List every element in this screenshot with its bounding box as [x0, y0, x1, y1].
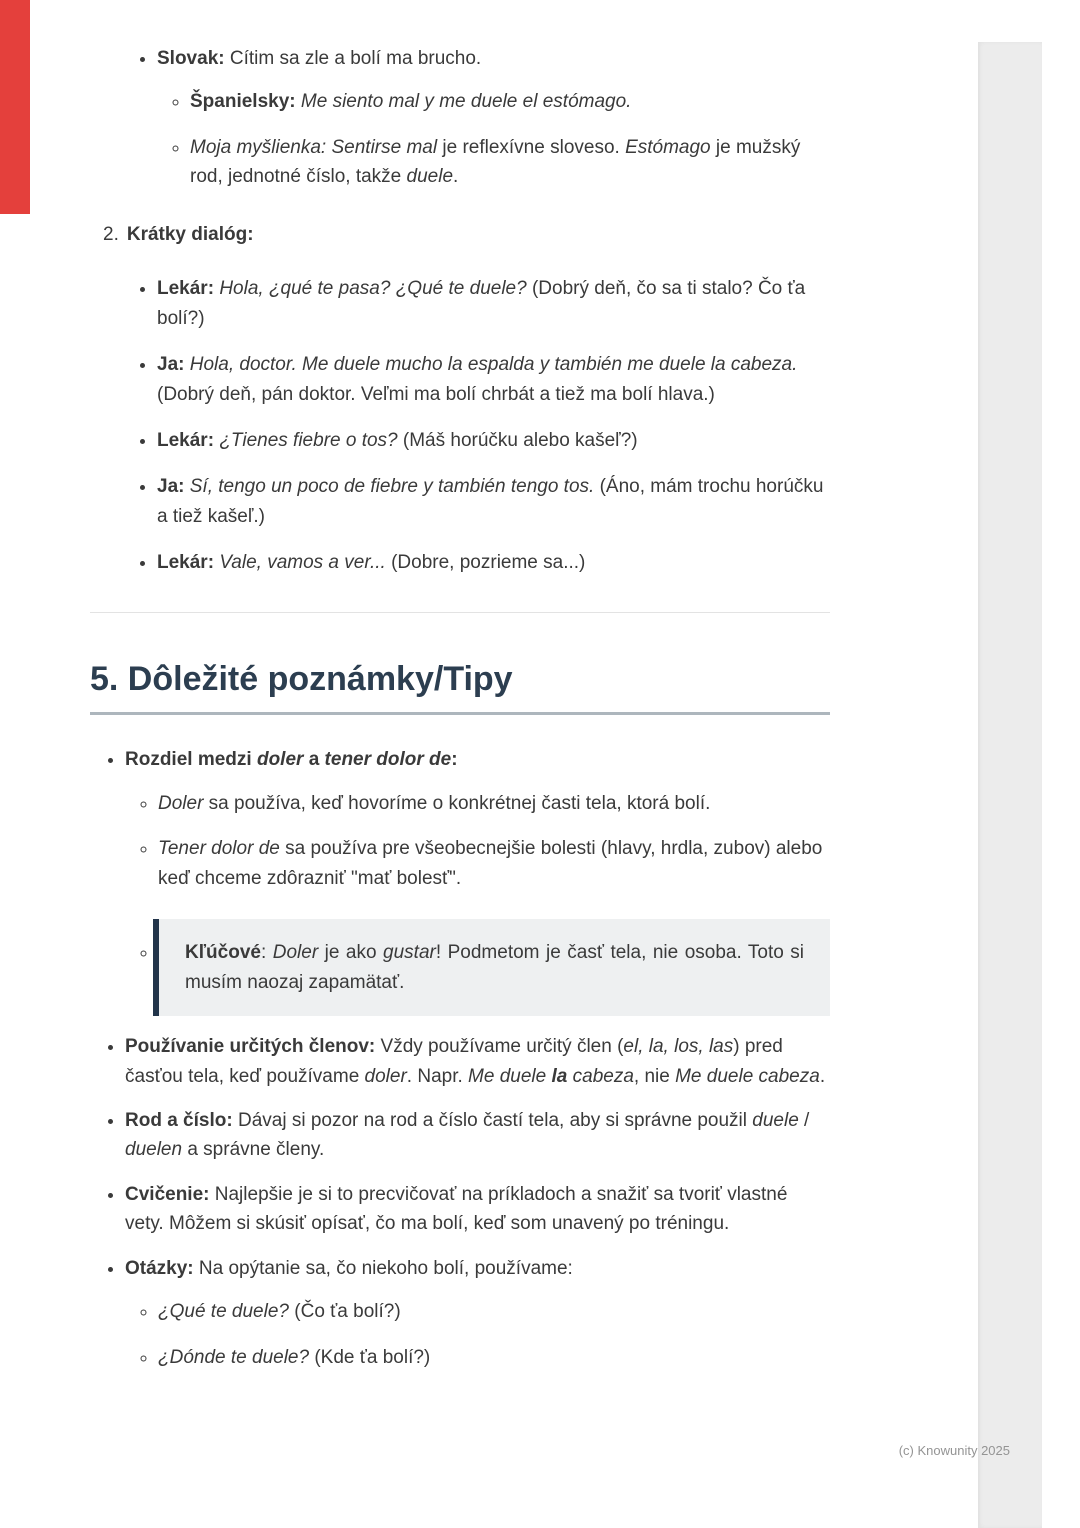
note-subitem [158, 1297, 830, 1326]
note-item-text: • Rozdiel medzi doler a tener dolor de: [125, 749, 458, 771]
dialog-line [157, 274, 830, 333]
red-edge-marker [0, 0, 30, 214]
note-subitem-callout [158, 919, 830, 1016]
note-subitem-text: ◦ ¿Qué te duele? (Čo ťa bolí?) [158, 1301, 401, 1323]
dialog-line-text: • Ja: Hola, doctor. Me duele mucho la espalda y también me duele la cabeza. (Dobrý deň, pán doktor. Veľmi ma bolí chrbát a tiež ma bolí hlava.) [157, 354, 798, 405]
document-content [90, 44, 830, 1388]
dialog-line-text: • Ja: Sí, tengo un poco de fiebre y también tengo tos. (Áno, mám trochu horúčku a tiež kašeľ.) [157, 476, 824, 527]
note-item-text: • Používanie určitých členov: Vždy používame určitý člen (el, la, los, las) pred časťou tela, keď používame doler. Napr. Me duele la cabeza, nie Me duele cabeza. [125, 1036, 826, 1087]
note-subitem-text: ◦ ¿Dónde te duele? (Kde ťa bolí?) [158, 1346, 431, 1368]
intro-list [90, 44, 830, 192]
list-item-text: • Slovak: Cítim sa zle a bolí ma brucho. [157, 48, 482, 69]
note-subitem [158, 834, 830, 893]
note-subitem [158, 1343, 830, 1372]
section-divider [90, 612, 830, 613]
intro-sublist [157, 87, 830, 191]
list-item-spanielsky [190, 87, 830, 116]
note-item-rozdiel [125, 745, 830, 1016]
numbered-item-dialog [103, 220, 830, 249]
note-item-text: • Rod a číslo: Dávaj si pozor na rod a číslo častí tela, aby si správne použil duele / duelen a správne členy. [125, 1109, 810, 1161]
list-item-text: ◦ Španielsky: Me siento mal y me duele el estómago. [190, 91, 632, 113]
note-subitem-text: ◦ Doler sa používa, keď hovoríme o konkrétnej časti tela, ktorá bolí. [158, 792, 711, 814]
section-heading: 5. Dôležité poznámky/Tipy [90, 659, 513, 698]
list-item-myslienka [190, 133, 830, 192]
rozdiel-sublist [125, 789, 830, 1016]
note-subitem-text: ◦ Tener dolor de sa používa pre všeobecnejšie bolesti (hlavy, hrdla, zubov) alebo keď chceme zdôrazniť "mať bolesť". [158, 838, 823, 889]
notes-list [90, 745, 830, 1372]
dialog-line [157, 426, 830, 455]
note-item-cvicenie [125, 1180, 830, 1239]
note-item-otazky [125, 1254, 830, 1372]
note-item-rod [125, 1106, 830, 1165]
item-number: 2. [103, 223, 119, 245]
dialog-line [157, 350, 830, 409]
note-item-text: • Cvičenie: Najlepšie je si to precvičovať na príkladoch a snažiť sa tvoriť vlastné vety. Môžem si skúsiť opísať, čo ma bolí, keď som unavený po tréningu. [125, 1183, 788, 1235]
key-note-callout [153, 919, 830, 1016]
note-subitem [158, 789, 830, 818]
list-item-text: ◦ Moja myšlienka: Sentirse mal je reflexívne sloveso. Estómago je mužský rod, jednotné číslo, takže duele. [190, 136, 801, 188]
callout-text: ◦ Kľúčové: Doler je ako gustar! Podmetom je časť tela, nie osoba. Toto si musím naozaj zapamätať. [185, 942, 805, 993]
note-item-text: • Otázky: Na opýtanie sa, čo niekoho bolí, používame: [125, 1257, 573, 1279]
note-item-cleny [125, 1032, 830, 1091]
dialog-line-text: • Lekár: Vale, vamos a ver... (Dobre, pozrieme sa...) [157, 552, 586, 574]
dialog-line [157, 472, 830, 531]
dialog-line [157, 548, 830, 577]
copyright-text: (c) Knowunity 2025 [898, 1443, 1010, 1458]
otazky-sublist [125, 1297, 830, 1372]
heading-rule [90, 712, 830, 715]
dialog-list [90, 274, 830, 578]
dialog-line-text: • Lekár: ¿Tienes fiebre o tos? (Máš horúčku alebo kašeľ?) [157, 429, 638, 451]
list-item-slovak [157, 44, 830, 192]
item-title: Krátky dialóg: [126, 223, 254, 245]
dialog-line-text: • Lekár: Hola, ¿qué te pasa? ¿Qué te duele? (Dobrý deň, čo sa ti stalo? Čo ťa bolí?) [157, 278, 806, 329]
page-edge-strip [978, 42, 1042, 1528]
